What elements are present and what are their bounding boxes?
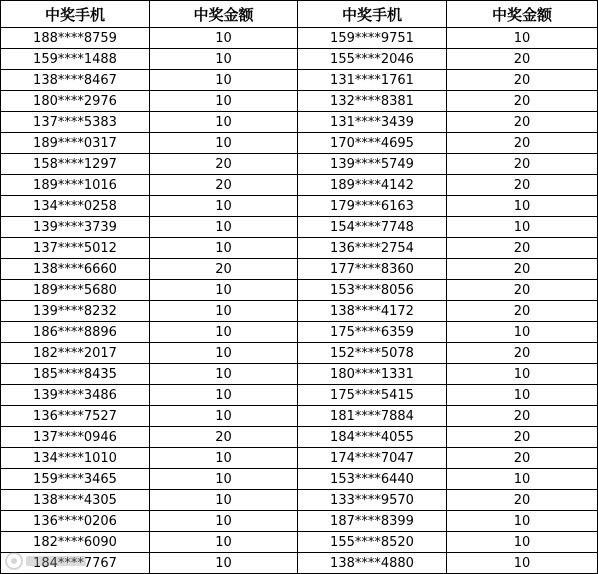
table-row (1, 280, 598, 301)
cell-phone-2: 175****6359 (298, 322, 447, 343)
cell-amount-2: 20 (447, 175, 598, 196)
cell-phone-1: 138****6660 (1, 259, 150, 280)
table-body (1, 28, 598, 574)
cell-phone-1: 138****8467 (1, 70, 150, 91)
cell-amount-2: 20 (447, 91, 598, 112)
cell-phone-2: 131****3439 (298, 112, 447, 133)
cell-amount-2: 10 (447, 511, 598, 532)
header-amount-2: 中奖金额 (447, 1, 598, 28)
cell-phone-1: 182****2017 (1, 343, 150, 364)
cell-phone-1: 182****6090 (1, 532, 150, 553)
cell-amount-2: 20 (447, 280, 598, 301)
cell-amount-2: 20 (447, 259, 598, 280)
cell-phone-2: 131****1761 (298, 70, 447, 91)
cell-amount-1: 10 (150, 196, 298, 217)
cell-amount-1: 10 (150, 91, 298, 112)
cell-phone-1: 138****4305 (1, 490, 150, 511)
cell-phone-2: 184****4055 (298, 427, 447, 448)
cell-amount-1: 20 (150, 427, 298, 448)
cell-amount-2: 10 (447, 553, 598, 574)
cell-phone-2: 187****8399 (298, 511, 447, 532)
table-row (1, 259, 598, 280)
cell-amount-1: 10 (150, 511, 298, 532)
cell-phone-1: 185****8435 (1, 364, 150, 385)
table-row (1, 490, 598, 511)
cell-phone-1: 158****1297 (1, 154, 150, 175)
cell-phone-1: 139****8232 (1, 301, 150, 322)
cell-amount-1: 10 (150, 553, 298, 574)
table-row (1, 112, 598, 133)
cell-amount-2: 10 (447, 532, 598, 553)
cell-phone-2: 152****5078 (298, 343, 447, 364)
cell-amount-2: 20 (447, 49, 598, 70)
cell-phone-2: 132****8381 (298, 91, 447, 112)
cell-phone-1: 159****3465 (1, 469, 150, 490)
cell-amount-2: 20 (447, 133, 598, 154)
cell-amount-1: 10 (150, 238, 298, 259)
cell-phone-2: 170****4695 (298, 133, 447, 154)
cell-phone-2: 155****8520 (298, 532, 447, 553)
header-row (1, 1, 598, 28)
cell-amount-2: 10 (447, 469, 598, 490)
cell-phone-2: 181****7884 (298, 406, 447, 427)
cell-phone-2: 179****6163 (298, 196, 447, 217)
cell-phone-1: 189****5680 (1, 280, 150, 301)
cell-amount-1: 10 (150, 469, 298, 490)
cell-amount-1: 10 (150, 532, 298, 553)
table-row (1, 238, 598, 259)
cell-phone-2: 174****7047 (298, 448, 447, 469)
cell-phone-1: 139****3739 (1, 217, 150, 238)
cell-amount-1: 10 (150, 133, 298, 154)
table-row (1, 343, 598, 364)
cell-amount-2: 10 (447, 364, 598, 385)
table-row (1, 322, 598, 343)
cell-phone-2: 180****1331 (298, 364, 447, 385)
cell-amount-1: 10 (150, 343, 298, 364)
cell-amount-2: 20 (447, 448, 598, 469)
cell-phone-2: 154****7748 (298, 217, 447, 238)
cell-amount-1: 20 (150, 154, 298, 175)
cell-phone-1: 180****2976 (1, 91, 150, 112)
cell-phone-1: 186****8896 (1, 322, 150, 343)
table-row (1, 28, 598, 49)
cell-phone-2: 155****2046 (298, 49, 447, 70)
cell-phone-2: 189****4142 (298, 175, 447, 196)
table-row (1, 154, 598, 175)
cell-phone-2: 159****9751 (298, 28, 447, 49)
cell-amount-2: 20 (447, 490, 598, 511)
header-amount-1: 中奖金额 (150, 1, 298, 28)
cell-phone-1: 139****3486 (1, 385, 150, 406)
table-row (1, 217, 598, 238)
cell-phone-2: 153****6440 (298, 469, 447, 490)
cell-amount-1: 10 (150, 490, 298, 511)
cell-phone-2: 136****2754 (298, 238, 447, 259)
cell-amount-1: 10 (150, 322, 298, 343)
cell-phone-1: 134****0258 (1, 196, 150, 217)
cell-amount-1: 10 (150, 448, 298, 469)
cell-phone-1: 189****1016 (1, 175, 150, 196)
cell-phone-1: 134****1010 (1, 448, 150, 469)
table-row (1, 406, 598, 427)
table-row (1, 91, 598, 112)
header-phone-1: 中奖手机 (1, 1, 150, 28)
cell-amount-2: 10 (447, 196, 598, 217)
cell-amount-1: 10 (150, 301, 298, 322)
table-row (1, 385, 598, 406)
cell-amount-1: 10 (150, 49, 298, 70)
cell-phone-1: 159****1488 (1, 49, 150, 70)
cell-phone-2: 133****9570 (298, 490, 447, 511)
cell-phone-1: 137****5012 (1, 238, 150, 259)
table-row (1, 196, 598, 217)
cell-amount-1: 10 (150, 112, 298, 133)
table-row (1, 532, 598, 553)
table-row (1, 469, 598, 490)
cell-amount-2: 10 (447, 217, 598, 238)
cell-phone-2: 177****8360 (298, 259, 447, 280)
cell-phone-2: 138****4172 (298, 301, 447, 322)
cell-amount-1: 10 (150, 70, 298, 91)
cell-phone-1: 136****0206 (1, 511, 150, 532)
table-row (1, 364, 598, 385)
cell-phone-1: 136****7527 (1, 406, 150, 427)
cell-amount-2: 20 (447, 301, 598, 322)
cell-amount-1: 20 (150, 259, 298, 280)
table-row (1, 133, 598, 154)
cell-amount-1: 10 (150, 28, 298, 49)
cell-amount-2: 20 (447, 406, 598, 427)
cell-phone-2: 138****4880 (298, 553, 447, 574)
cell-amount-2: 20 (447, 427, 598, 448)
cell-amount-1: 20 (150, 175, 298, 196)
cell-phone-1: 188****8759 (1, 28, 150, 49)
cell-amount-2: 10 (447, 385, 598, 406)
table-row (1, 49, 598, 70)
cell-amount-1: 10 (150, 364, 298, 385)
cell-phone-2: 175****5415 (298, 385, 447, 406)
cell-amount-2: 20 (447, 238, 598, 259)
cell-amount-2: 20 (447, 154, 598, 175)
table-row (1, 70, 598, 91)
cell-amount-2: 20 (447, 70, 598, 91)
cell-phone-2: 153****8056 (298, 280, 447, 301)
header-phone-2: 中奖手机 (298, 1, 447, 28)
cell-amount-2: 10 (447, 322, 598, 343)
cell-amount-1: 10 (150, 385, 298, 406)
cell-phone-1: 137****5383 (1, 112, 150, 133)
cell-phone-1: 184****7767 (1, 553, 150, 574)
cell-amount-1: 10 (150, 217, 298, 238)
cell-amount-1: 10 (150, 406, 298, 427)
cell-amount-1: 10 (150, 280, 298, 301)
cell-phone-2: 139****5749 (298, 154, 447, 175)
table-row (1, 511, 598, 532)
table-row (1, 427, 598, 448)
table-row (1, 175, 598, 196)
cell-phone-1: 189****0317 (1, 133, 150, 154)
cell-amount-2: 20 (447, 343, 598, 364)
cell-amount-2: 20 (447, 112, 598, 133)
cell-phone-1: 137****0946 (1, 427, 150, 448)
table-row (1, 553, 598, 574)
table-row (1, 301, 598, 322)
cell-amount-2: 10 (447, 28, 598, 49)
table-row (1, 448, 598, 469)
